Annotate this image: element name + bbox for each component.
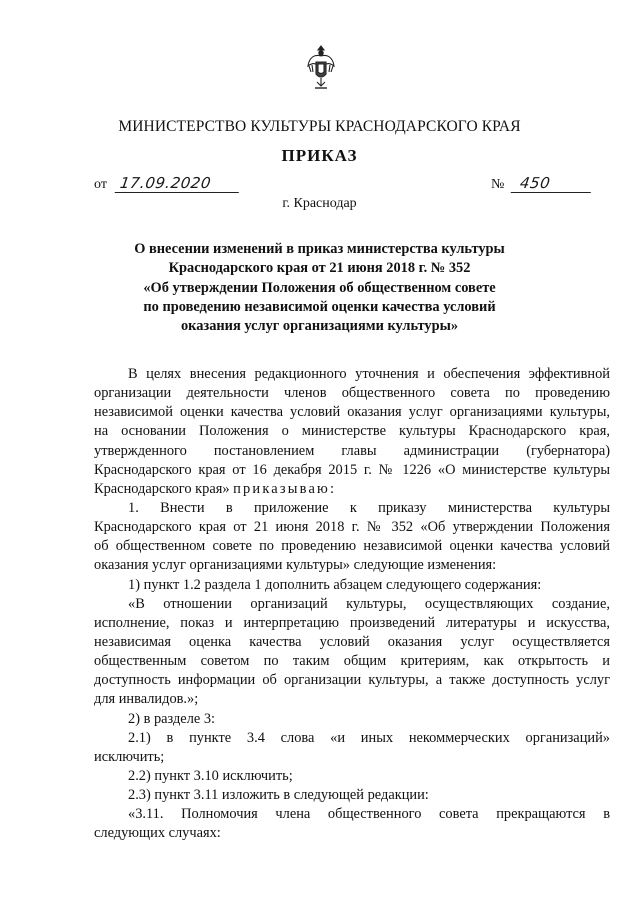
body-line: на основании Положения о министерстве культуры Краснодарского края, bbox=[94, 423, 610, 440]
body-line: 2.2) пункт 3.10 исключить; bbox=[128, 767, 293, 784]
body-line: независимой оценки качества условий оказания услуг организациями культуры, bbox=[94, 404, 610, 421]
body-text: Краснодарского края» bbox=[94, 480, 230, 497]
heading-line: «Об утверждении Положения об общественном совете bbox=[143, 279, 496, 296]
order-heading bbox=[100, 240, 539, 336]
body-line: 2.3) пункт 3.11 изложить в следующей редакции: bbox=[128, 787, 429, 804]
body-line: 1) пункт 1.2 раздела 1 дополнить абзацем следующего содержания: bbox=[128, 576, 542, 593]
body-line: Краснодарского края от 16 декабря 2015 г. № 1226 «О министерстве культуры bbox=[94, 461, 610, 478]
body-line: оказания услуг организациями культуры» следующие изменения: bbox=[94, 557, 497, 574]
handwritten-date: 17.09.2020 bbox=[115, 174, 242, 193]
body-line bbox=[94, 480, 610, 499]
body-line: В целях внесения редакционного уточнения и обеспечения эффективной bbox=[128, 366, 610, 382]
body-line: Краснодарского края от 21 июня 2018 г. № 352 «Об утверждении Положения bbox=[94, 519, 610, 536]
heading-line: оказания услуг организациями культуры» bbox=[180, 318, 459, 335]
body-line: 2.1) в пункте 3.4 слова «и иных некоммерческих организаций» bbox=[128, 729, 610, 746]
body-line: независимая оценка качества условий оказания услуг осуществляется bbox=[94, 633, 610, 650]
body-line: 2) в разделе 3: bbox=[128, 710, 216, 727]
body-line: доступность информации об организации культуры, а также доступность услуг bbox=[94, 672, 610, 689]
body-line: исключить; bbox=[94, 748, 165, 765]
body-line: для инвалидов.»; bbox=[94, 691, 199, 708]
coat-of-arms-icon bbox=[306, 44, 336, 94]
body-line: 1. Внести в приложение к приказу министерства культуры bbox=[128, 499, 610, 516]
body-line: утвержденного постановлением главы администрации (губернатора) bbox=[94, 442, 610, 459]
body-line: «В отношении организаций культуры, осуществляющих создание, bbox=[128, 595, 610, 612]
heading-line: О внесении изменений в приказ министерства культуры bbox=[134, 241, 505, 257]
order-title: ПРИКАЗ bbox=[281, 146, 358, 165]
body-line: общественным советом по таким общим критериям, как открытость и bbox=[94, 653, 610, 670]
order-body bbox=[94, 365, 610, 844]
handwritten-number: 450 bbox=[511, 174, 594, 193]
city: г. Краснодар bbox=[282, 196, 357, 211]
number-label: № bbox=[491, 177, 505, 192]
ministry-name: МИНИСТЕРСТВО КУЛЬТУРЫ КРАСНОДАРСКОГО КРАЯ bbox=[118, 118, 521, 135]
order-number-line bbox=[491, 174, 592, 193]
body-line: об общественном совете по проведению независимой оценки качества условий bbox=[94, 538, 610, 555]
body-line: организации деятельности членов общественного совета по проведению bbox=[94, 385, 610, 402]
spaced-order-word: приказываю: bbox=[233, 480, 337, 497]
order-date-line bbox=[94, 174, 240, 193]
body-line: «3.11. Полномочия члена общественного совета прекращаются в bbox=[128, 806, 610, 823]
body-line: исполнение, показ и интерпретацию произведений литературы и искусства, bbox=[94, 614, 610, 631]
body-line: следующих случаях: bbox=[94, 825, 221, 842]
date-label: от bbox=[94, 177, 107, 192]
heading-line: Краснодарского края от 21 июня 2018 г. № 352 bbox=[168, 260, 471, 277]
heading-line: по проведению независимой оценки качества условий bbox=[143, 298, 496, 315]
